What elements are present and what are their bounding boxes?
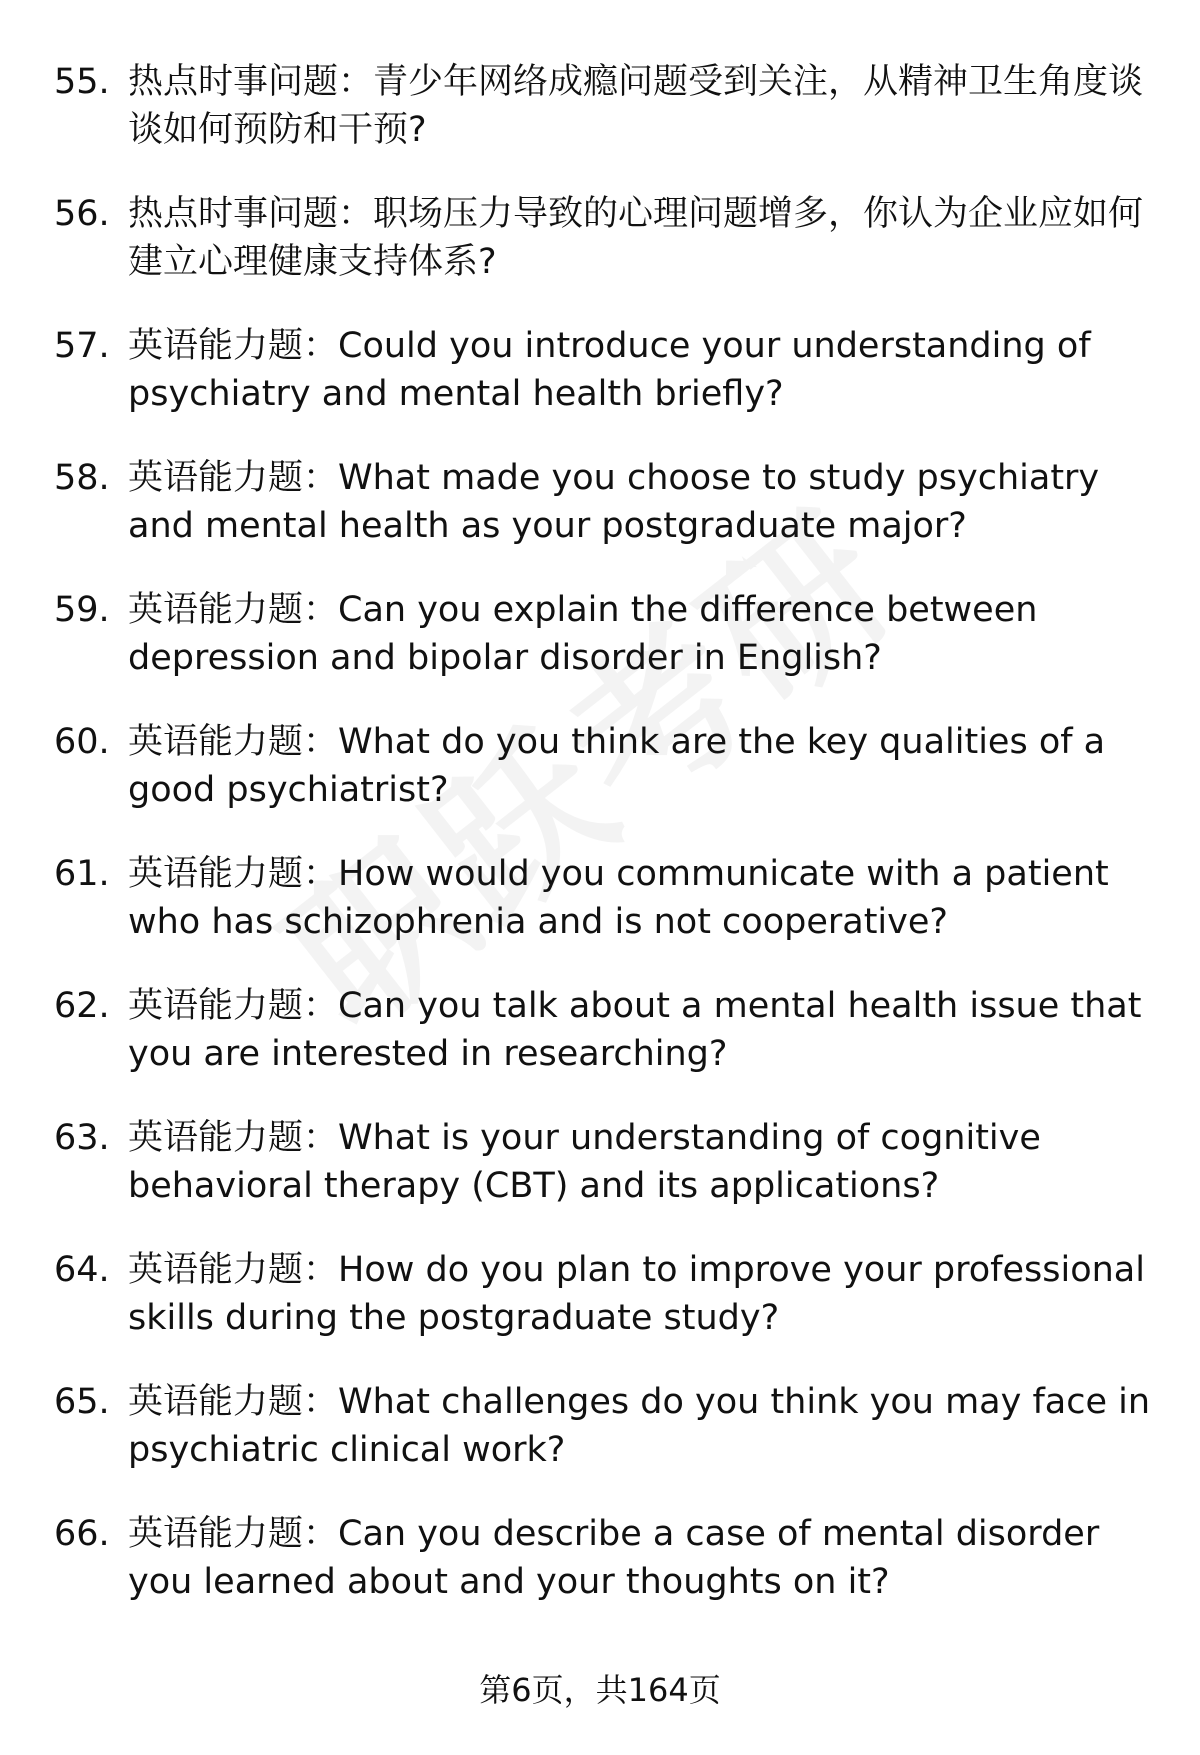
- question-text: Can you talk about a mental health issue that you are interested in researching?: [128, 986, 1142, 1074]
- question-number: 63.: [54, 1118, 110, 1158]
- question-item: [0, 322, 1200, 454]
- question-text: 职场压力导致的心理问题增多，你认为企业应如何建立心理健康支持体系?: [128, 194, 1144, 282]
- question-category: 英语能力题：: [128, 854, 339, 894]
- question-text: Can you explain the difference between depression and bipolar disorder in English?: [128, 590, 1038, 678]
- question-number: 65.: [54, 1382, 110, 1422]
- question-category: 英语能力题：: [128, 1250, 339, 1290]
- question-item: [0, 718, 1200, 850]
- question-text: What challenges do you think you may face in psychiatric clinical work?: [128, 1382, 1151, 1470]
- question-text: Could you introduce your understanding of psychiatry and mental health briefly?: [128, 326, 1091, 414]
- question-number: 58.: [54, 458, 110, 498]
- question-number: 60.: [54, 722, 110, 762]
- question-number: 61.: [54, 854, 110, 894]
- question-number: 57.: [54, 326, 110, 366]
- question-text: How do you plan to improve your professional skills during the postgraduate study?: [128, 1250, 1145, 1338]
- question-list: [0, 58, 1200, 1642]
- question-item: [0, 1510, 1200, 1642]
- question-item: [0, 190, 1200, 322]
- question-body: [128, 718, 1158, 814]
- question-number: 56.: [54, 194, 110, 234]
- question-body: [128, 1378, 1158, 1474]
- question-text: What do you think are the key qualities of a good psychiatrist?: [128, 722, 1106, 810]
- question-text: What is your understanding of cognitive behavioral therapy (CBT) and its applications?: [128, 1118, 1041, 1206]
- question-body: [128, 322, 1158, 418]
- question-item: [0, 1114, 1200, 1246]
- question-item: [0, 454, 1200, 586]
- question-text: How would you communicate with a patient who has schizophrenia and is not cooperative?: [128, 854, 1109, 942]
- question-number: 64.: [54, 1250, 110, 1290]
- question-item: [0, 982, 1200, 1114]
- question-category: 英语能力题：: [128, 1382, 339, 1422]
- question-text: What made you choose to study psychiatry and mental health as your postgraduate major?: [128, 458, 1100, 546]
- question-item: [0, 1246, 1200, 1378]
- question-item: [0, 58, 1200, 190]
- question-body: [128, 1246, 1158, 1342]
- question-text: Can you describe a case of mental disorder you learned about and your thoughts on it?: [128, 1514, 1100, 1602]
- question-category: 英语能力题：: [128, 1514, 339, 1554]
- question-number: 59.: [54, 590, 110, 630]
- question-body: [128, 850, 1158, 946]
- question-category: 英语能力题：: [128, 458, 339, 498]
- question-body: [128, 454, 1158, 550]
- question-body: [128, 586, 1158, 682]
- question-category: 英语能力题：: [128, 986, 339, 1026]
- question-body: [128, 190, 1158, 286]
- question-number: 55.: [54, 62, 110, 102]
- question-item: [0, 1378, 1200, 1510]
- question-body: [128, 982, 1158, 1078]
- question-text: 青少年网络成瘾问题受到关注，从精神卫生角度谈谈如何预防和干预?: [128, 62, 1144, 150]
- question-category: 热点时事问题：: [128, 194, 374, 234]
- question-category: 英语能力题：: [128, 722, 339, 762]
- question-category: 热点时事问题：: [128, 62, 374, 102]
- question-body: [128, 1510, 1158, 1606]
- question-item: [0, 586, 1200, 718]
- question-item: [0, 850, 1200, 982]
- question-number: 66.: [54, 1514, 110, 1554]
- question-category: 英语能力题：: [128, 1118, 339, 1158]
- question-number: 62.: [54, 986, 110, 1026]
- question-category: 英语能力题：: [128, 326, 339, 366]
- question-body: [128, 1114, 1158, 1210]
- question-body: [128, 58, 1158, 154]
- question-category: 英语能力题：: [128, 590, 339, 630]
- page-footer: 第6页，共164页: [479, 1671, 721, 1709]
